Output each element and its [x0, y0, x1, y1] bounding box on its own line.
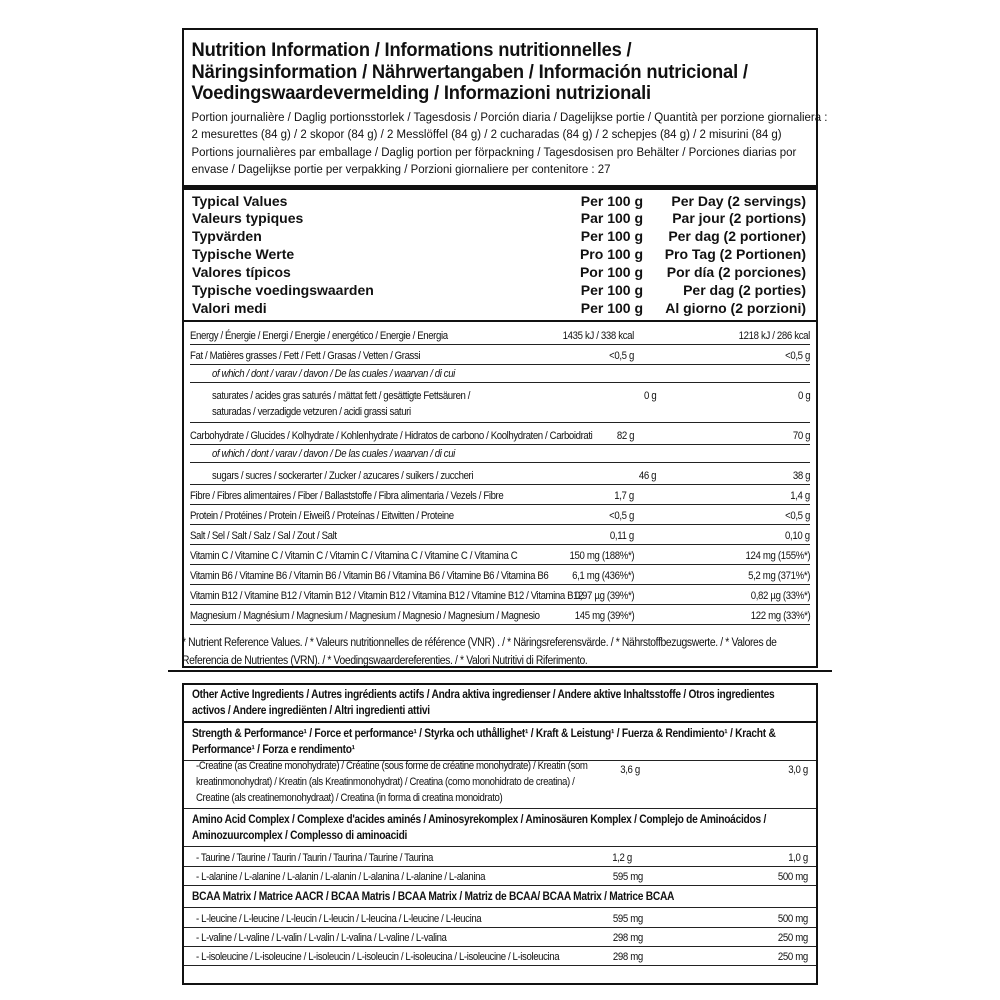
nutrient-per100: <0,5 g — [609, 509, 634, 522]
section-label: BCAA Matrix / Matrice AACR / BCAA Matris / BCAA Matrix / Matriz de BCAA/ BCAA Matrix / Matrice BCAA — [192, 890, 675, 903]
ingredient-per100: 298 mg — [612, 932, 643, 944]
nutrient-perday: 0,82 µg (33%*) — [750, 589, 810, 602]
ingredient-label: - Taurine / Taurine / Taurin / Taurin / Taurina / Taurine / Taurina — [196, 852, 434, 864]
nutrient-row-carbohydrate — [190, 423, 810, 445]
nutrient-label: Energy / Énergie / Energi / Energie / energético / Energie / Energia — [190, 329, 448, 342]
ingredient-perday: 500 mg — [777, 913, 808, 925]
nutrient-per100: 145 mg (39%*) — [574, 609, 634, 622]
nutrient-per100: 0 g — [643, 389, 656, 402]
typical-label: Valeurs typiques — [192, 210, 304, 227]
nutrient-row-vitamin-b6 — [190, 565, 810, 585]
nutrient-per100: 0,97 µg (39%*) — [574, 589, 634, 602]
ofwhich-label: of which / dont / varav / davon / De las cuales / waarvan / di cui — [212, 367, 455, 380]
typical-label: Typvärden — [192, 228, 262, 245]
nutrient-row-fibre — [190, 485, 810, 505]
ingredient-per100: 298 mg — [612, 951, 643, 963]
nutrient-label: Vitamin B12 / Vitamine B12 / Vitamin B12 / Vitamin B12 / Vitamina B12 / Vitamine B12 / Vitamina B12 — [190, 589, 584, 602]
ingredient-perday: 1,0 g — [788, 852, 808, 864]
nutrient-perday: 122 mg (33%*) — [750, 609, 810, 622]
typical-label: Valores típicos — [192, 264, 291, 281]
ingredient-per100: 1,2 g — [612, 852, 632, 864]
nutrient-row-fat — [190, 345, 810, 365]
nutrient-row-saturates — [190, 383, 810, 423]
ingredient-perday: 250 mg — [777, 932, 808, 944]
nutrient-row-magnesium — [190, 605, 810, 625]
typical-per100: Pro 100 g — [579, 246, 643, 263]
ofwhich-label: of which / dont / varav / davon / De las cuales / waarvan / di cui — [212, 447, 455, 460]
reference-footnote — [182, 628, 838, 670]
nutrient-label: sugars / sucres / sockerarter / Zucker / azucares / suikers / zuccheri — [212, 469, 474, 482]
nutrient-label: Vitamin C / Vitamine C / Vitamin C / Vitamin C / Vitamina C / Vitamine C / Vitamina C — [190, 549, 518, 562]
section-bcaa — [184, 886, 816, 908]
typical-perday: Por día (2 porciones) — [666, 264, 806, 281]
footnote-text: * Nutrient Reference Values. / * Valeurs nutritionnelles de référence (VNR) . / * Näringsreferensvärde. / * Nährstoffbezugswerte. / * Valores de Referencia de Nutrientes (VRN). / * Voedingswaardereferenties. / * Valori Nutritivi di Riferimento. — [182, 637, 777, 667]
section-amino — [184, 809, 816, 847]
nutrient-perday: 70 g — [792, 429, 810, 442]
nutrient-perday: 0 g — [797, 389, 810, 402]
nutrient-perday: 1,4 g — [790, 489, 810, 502]
typical-perday: Al giorno (2 porzioni) — [665, 299, 806, 316]
nutrient-perday: 5,2 mg (371%*) — [747, 569, 810, 582]
nutrient-per100: 1,7 g — [614, 489, 634, 502]
nutrient-row-protein — [190, 505, 810, 525]
portion-line: Portion journalière / Daglig portionsstorlek / Tagesdosis / Porción diaria / Dagelijkse portie / Quantità per porzione giornaliera : — [191, 109, 828, 124]
section-separator — [168, 670, 832, 672]
ingredient-per100: 595 mg — [612, 913, 643, 925]
typical-perday: Per Day (2 servings) — [671, 192, 806, 209]
nutrient-row-sugars — [190, 463, 810, 485]
nutrient-rows — [184, 322, 816, 625]
typical-per100: Per 100 g — [580, 299, 643, 316]
nutrient-row-vitamin-c — [190, 545, 810, 565]
heading-text: Other Active Ingredients / Autres ingrédients actifs / Andra aktiva ingredienser / Andere aktive Inhaltsstoffe / Otros ingredientes activos / Andere ingrediënten / Altri ingredienti attivi — [192, 688, 775, 717]
title-line: Nutrition Information / Informations nutritionnelles / — [191, 39, 632, 61]
title-line: Voedingswaardevermelding / Informazioni nutrizionali — [191, 82, 651, 104]
nutrient-row-energy — [190, 322, 810, 345]
nutrient-label: Protein / Protéines / Protein / Eiweiß / Proteínas / Eitwitten / Proteine — [190, 509, 454, 522]
typical-label: Typische Werte — [192, 246, 295, 263]
nutrient-per100: <0,5 g — [609, 349, 634, 362]
title-line: Näringsinformation / Nährwertangaben / Información nutricional / — [191, 60, 748, 83]
nutrient-label: Salt / Sel / Salt / Salz / Sal / Zout / Salt — [190, 529, 337, 542]
ingredient-per100: 595 mg — [612, 871, 643, 883]
nutrient-label: Carbohydrate / Glucides / Kolhydrate / Kohlenhydrate / Hidratos de carbono / Koolhydraten / Carboidrati — [190, 429, 593, 442]
nutrient-per100: 82 g — [616, 429, 634, 442]
typical-perday: Pro Tag (2 Portionen) — [664, 246, 806, 263]
ingredient-row-taurine — [184, 847, 816, 867]
ingredient-row-valine — [184, 928, 816, 947]
typical-label: Typische voedingswaarden — [192, 282, 374, 299]
ingredient-perday: 500 mg — [777, 871, 808, 883]
nutrient-per100: 46 g — [638, 469, 656, 482]
other-ingredients-heading — [184, 685, 816, 721]
ingredient-row-leucine — [184, 908, 816, 928]
ingredient-label: - L-valine / L-valine / L-valin / L-valin / L-valina / L-valine / L-valina — [196, 932, 447, 944]
nutrient-label: Magnesium / Magnésium / Magnesium / Magnesium / Magnesio / Magnesium / Magnesio — [190, 609, 540, 622]
typical-per100: Por 100 g — [579, 264, 643, 281]
ingredient-label: -Creatine (as Creatine monohydrate) / Créatine (sous forme de créatine monohydrate) / Kreatin (som kreatinmonohydrat) / Kreatin (als Kreatinmonohydrat) / Creatina (como monohidrato de creatina) / Creatine (als creatinemonohydraat) / Creatina (in forma di creatina monoidrato) — [196, 760, 588, 804]
nutrient-perday: <0,5 g — [785, 349, 810, 362]
ingredient-perday: 250 mg — [777, 951, 808, 963]
typical-label: Typical Values — [192, 192, 288, 209]
ingredient-label: - L-leucine / L-leucine / L-leucin / L-leucin / L-leucina / L-leucine / L-leucina — [196, 913, 482, 925]
nutrient-per100: 150 mg (188%*) — [569, 549, 634, 562]
typical-per100: Per 100 g — [580, 282, 643, 299]
nutrient-per100: 6,1 mg (436%*) — [571, 569, 634, 582]
typical-label: Valori medi — [192, 299, 267, 316]
nutrition-panel — [182, 28, 828, 668]
ingredient-row-alanine — [184, 867, 816, 886]
portion-line: envase / Dagelijkse portie per verpakking / Porzioni giornaliere per contenitore : 27 — [191, 162, 611, 176]
nutrient-per100: 1435 kJ / 338 kcal — [562, 329, 634, 342]
nutrient-per100: 0,11 g — [610, 529, 634, 542]
nutrient-perday: 38 g — [792, 469, 810, 482]
nutrient-row-salt — [190, 525, 810, 545]
nutrient-row-vitamin-b12 — [190, 585, 810, 605]
ingredient-label: - L-alanine / L-alanine / L-alanin / L-alanin / L-alanina / L-alanine / L-alanina — [196, 871, 486, 883]
ingredient-row-creatine — [184, 761, 816, 809]
nutrient-subheader — [190, 365, 810, 383]
ingredient-per100: 3,6 g — [620, 764, 640, 776]
typical-perday: Per dag (2 portioner) — [668, 228, 806, 245]
portion-info — [184, 105, 828, 185]
nutrition-title — [184, 30, 819, 105]
other-ingredients-panel — [182, 683, 818, 985]
ingredient-label: - L-isoleucine / L-isoleucine / L-isoleucin / L-isoleucin / L-isoleucina / L-isoleucine / L-isoleucina — [196, 951, 560, 963]
typical-values-header — [184, 190, 816, 320]
nutrient-label: Vitamin B6 / Vitamine B6 / Vitamin B6 / Vitamin B6 / Vitamina B6 / Vitamine B6 / Vitamina B6 — [190, 569, 549, 582]
nutrient-perday: 1218 kJ / 286 kcal — [738, 329, 810, 342]
nutrient-label: Fat / Matières grasses / Fett / Fett / Grasas / Vetten / Grassi — [190, 349, 421, 362]
ingredient-perday: 3,0 g — [788, 764, 808, 776]
typical-perday: Per dag (2 porties) — [683, 282, 806, 299]
section-label: Strength & Performance¹ / Force et performance¹ / Styrka och uthållighet¹ / Kraft & Leistung¹ / Fuerza & Rendimiento¹ / Kracht & Performance¹ / Forza e rendimento¹ — [192, 727, 776, 756]
typical-per100: Per 100 g — [580, 192, 643, 209]
portion-line: Portions journalières par emballage / Daglig portion per förpackning / Tagesdosisen pro Behälter / Porciones diarias por — [191, 144, 797, 159]
nutrient-perday: 124 mg (155%*) — [745, 549, 810, 562]
nutrient-subheader — [190, 445, 810, 463]
nutrient-label: saturates / acides gras saturés / mättat fett / gesättigte Fettsäuren / — [212, 389, 471, 402]
nutrient-perday: 0,10 g — [785, 529, 810, 542]
typical-per100: Par 100 g — [580, 210, 643, 227]
typical-perday: Par jour (2 portions) — [672, 210, 806, 227]
portion-line: 2 mesurettes (84 g) / 2 skopor (84 g) / 2 Messlöffel (84 g) / 2 cucharadas (84 g) / 2 schepjes (84 g) / 2 misurini (84 g) — [191, 127, 782, 141]
typical-per100: Per 100 g — [580, 228, 643, 245]
section-strength — [184, 723, 816, 761]
ingredient-row-isoleucine — [184, 947, 816, 966]
nutrient-perday: <0,5 g — [785, 509, 810, 522]
nutrient-label: saturadas / verzadigde vetzuren / acidi grassi saturi — [212, 405, 411, 418]
nutrient-label: Fibre / Fibres alimentaires / Fiber / Ballaststoffe / Fibra alimentaria / Vezels / Fibre — [190, 489, 504, 502]
section-label: Amino Acid Complex / Complexe d'acides aminés / Aminosyrekomplex / Aminosäuren Komplex / Complejo de Aminoácidos / Aminozuurcomplex / Complesso di aminoacidi — [192, 813, 767, 842]
